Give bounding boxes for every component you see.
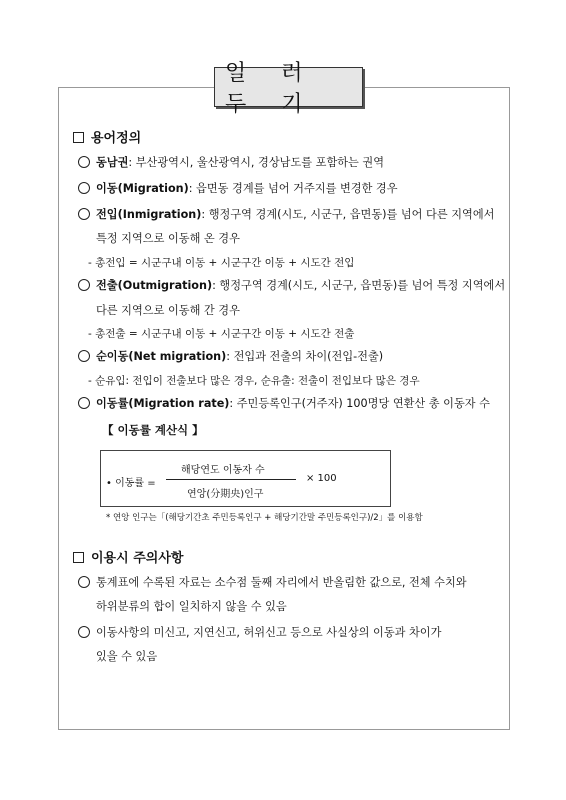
caution-item xyxy=(78,574,467,590)
term-desc: : 읍면동 경계를 넘어 거주지를 변경한 경우 xyxy=(188,182,398,195)
formula-denominator: 연앙(分期央)인구 xyxy=(187,489,264,500)
formula-title: 【 이동률 계산식 】 xyxy=(102,423,204,437)
caution-continuation: 하위분류의 합이 일치하지 않을 수 있음 xyxy=(96,600,287,613)
circle-bullet-icon xyxy=(78,182,90,194)
term: 동남권 xyxy=(96,156,129,169)
term: 전입(Inmigration) xyxy=(96,208,202,221)
formula-note: * 연앙 인구는「(해당기간초 주민등록인구 + 해당기간말 주민등록인구)/2」를 이용함 xyxy=(106,513,423,523)
caution-text: 이동사항의 미신고, 지연신고, 허위신고 등으로 사실상의 이동과 차이가 xyxy=(96,626,442,639)
sub-note: - 총전입 = 시군구내 이동 + 시군구간 이동 + 시도간 전입 xyxy=(88,257,355,269)
term: 순이동(Net migration) xyxy=(96,350,227,363)
section-heading-text: 이용시 주의사항 xyxy=(91,551,184,566)
definition-item xyxy=(78,180,398,196)
page-title: 일 러 두 기 xyxy=(214,67,363,107)
caution-continuation: 있을 수 있음 xyxy=(96,650,158,663)
term: 이동률(Migration rate) xyxy=(96,397,230,410)
formula-multiplier: × 100 xyxy=(306,473,337,484)
term-desc: : 주민등록인구(거주자) 100명당 연환산 총 이동자 수 xyxy=(229,397,490,410)
definition-item xyxy=(78,154,384,170)
definition-item xyxy=(78,277,505,293)
circle-bullet-icon xyxy=(78,279,90,291)
section-heading-cautions xyxy=(73,547,183,566)
sub-note: - 총전출 = 시군구내 이동 + 시군구간 이동 + 시도간 전출 xyxy=(88,328,355,340)
sub-note: - 순유입: 전입이 전출보다 많은 경우, 순유출: 전출이 전입보다 많은 경우 xyxy=(88,375,420,387)
term-desc: : 행정구역 경계(시도, 시군구, 읍면동)를 넘어 다른 지역에서 xyxy=(201,208,495,221)
term: 이동(Migration) xyxy=(96,182,189,195)
definition-item xyxy=(78,395,490,411)
circle-bullet-icon xyxy=(78,397,90,409)
circle-bullet-icon xyxy=(78,626,90,638)
formula-numerator: 해당연도 이동자 수 xyxy=(181,465,265,476)
term-desc: : 부산광역시, 울산광역시, 경상남도를 포함하는 권역 xyxy=(128,156,385,169)
term-desc: : 전입과 전출의 차이(전입-전출) xyxy=(226,350,384,363)
caution-text: 통계표에 수록된 자료는 소수점 둘째 자리에서 반올림한 값으로, 전체 수치와 xyxy=(96,576,467,589)
term-desc: : 행정구역 경계(시도, 시군구, 읍면동)를 넘어 특정 지역에서 xyxy=(212,279,506,292)
circle-bullet-icon xyxy=(78,576,90,588)
fraction-line xyxy=(166,479,296,480)
formula-box xyxy=(100,450,391,507)
section-heading-text: 용어정의 xyxy=(91,131,142,146)
definition-continuation: 특정 지역으로 이동해 온 경우 xyxy=(96,232,240,245)
definition-continuation: 다른 지역으로 이동해 간 경우 xyxy=(96,304,240,317)
definition-item xyxy=(78,348,383,364)
formula-label: • 이동률 = xyxy=(106,478,156,489)
circle-bullet-icon xyxy=(78,156,90,168)
circle-bullet-icon xyxy=(78,350,90,362)
square-bullet-icon xyxy=(73,132,84,143)
section-heading-definitions xyxy=(73,127,141,146)
term: 전출(Outmigration) xyxy=(96,279,213,292)
definition-item xyxy=(78,206,494,222)
square-bullet-icon xyxy=(73,552,84,563)
circle-bullet-icon xyxy=(78,208,90,220)
caution-item xyxy=(78,624,441,640)
